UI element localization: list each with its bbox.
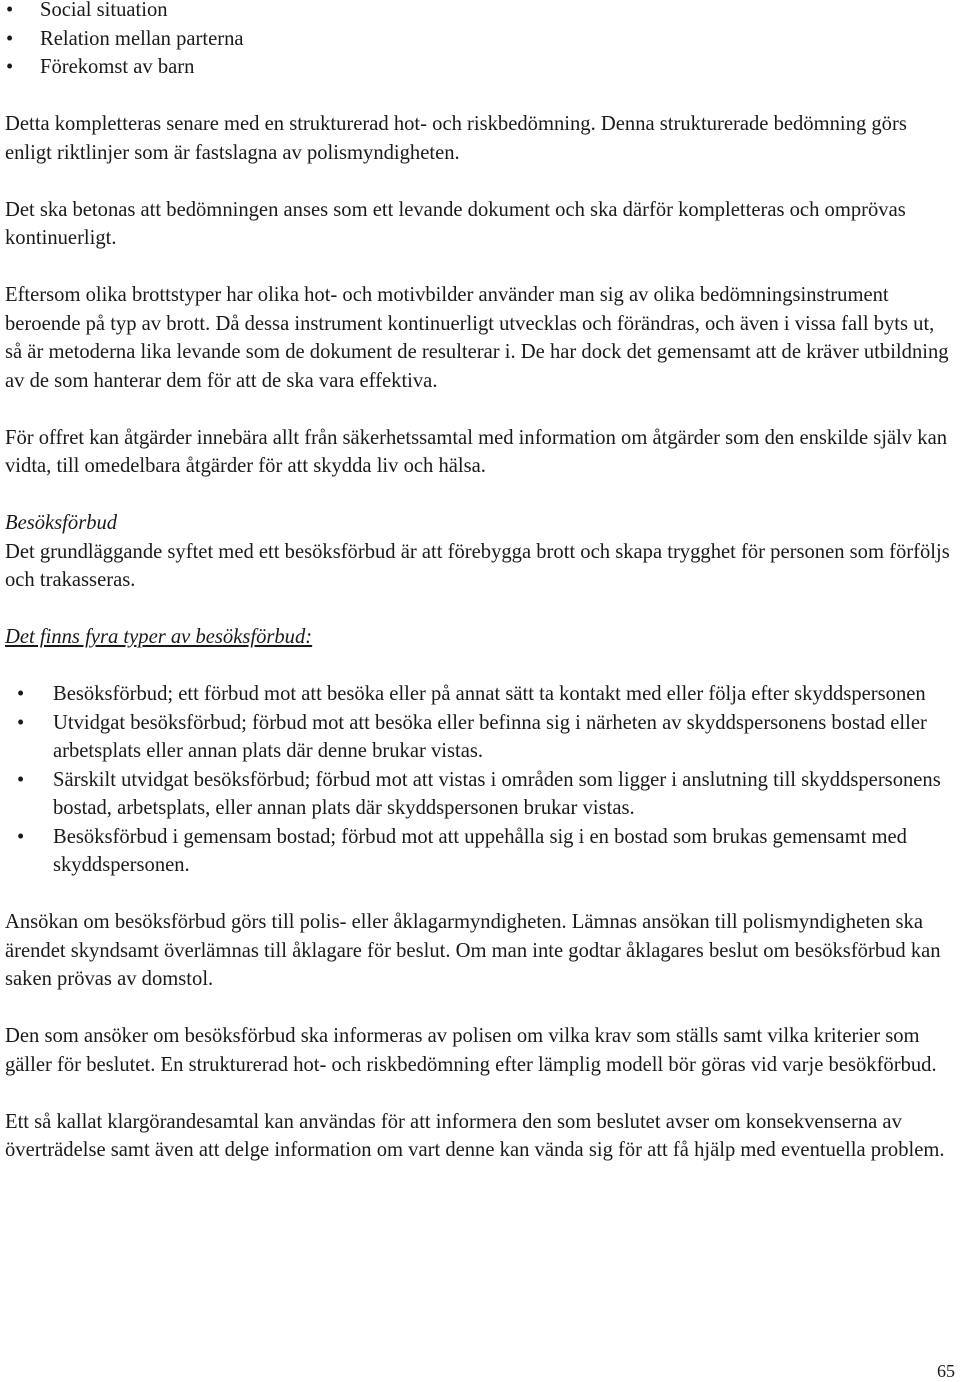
list-item [5, 823, 955, 880]
paragraph: Den som ansöker om besöksförbud ska informeras av polisen om vilka krav som ställs samt vilka kriterier som gäller för beslutet. En strukturerad hot- och riskbedömning efter lämplig modell bör göras vid varje besökförbud. [5, 1025, 937, 1076]
bullet-icon: • [6, 0, 14, 21]
paragraph: Eftersom olika brottstyper har olika hot- och motivbilder använder man sig av olika bedömningsinstrument beroende på typ av brott. Då dessa instrument kontinuerligt utvecklas och förändras, och även i vissa fall byts ut, så är metoderna lika levande som de dokument de resulterar i. De har dock det gemensamt att de kräver utbildning av de som hanterar dem för att de ska vara effektiva. [5, 284, 949, 392]
list-item-text: Besöksförbud i gemensam bostad; förbud mot att uppehålla sig i en bostad som brukas gemensamt med skyddspersonen. [53, 825, 907, 876]
paragraph: Detta kompletteras senare med en strukturerad hot- och riskbedömning. Denna strukturerade bedömning görs enligt riktlinjer som är fastslagna av polismyndigheten. [5, 113, 907, 164]
bullet-icon: • [6, 56, 14, 78]
list-item-text: Besöksförbud; ett förbud mot att besöka eller på annat sätt ta kontakt med eller följa efter skyddspersonen [53, 683, 926, 705]
list-item [5, 680, 955, 709]
list-item [5, 0, 955, 25]
list-item [5, 709, 955, 766]
list-item-text: Utvidgat besöksförbud; förbud mot att besöka eller befinna sig i närheten av skyddspersonens bostad eller arbetsplats eller annan plats där denne brukar vistas. [53, 711, 927, 762]
paragraph: Det ska betonas att bedömningen anses som ett levande dokument och ska därför kompletteras och omprövas kontinuerligt. [5, 198, 906, 249]
bullet-icon: • [17, 768, 25, 791]
list-item [5, 25, 955, 54]
bullet-icon: • [17, 711, 25, 734]
list-item-text: Relation mellan parterna [40, 27, 244, 50]
list-item-text: Social situation [40, 0, 168, 21]
section-intro: Det grundläggande syftet med ett besöksförbud är att förebygga brott och skapa trygghet för personen som förföljs och trakasseras. [5, 540, 950, 591]
page-number: 65 [937, 1361, 955, 1381]
section-heading: Besöksförbud [5, 512, 118, 534]
paragraph: Ansökan om besöksförbud görs till polis- eller åklagarmyndigheten. Lämnas ansökan till polismyndigheten ska ärendet skyndsamt överlämnas till åklagare för beslut. Om man inte godtar åklagares beslut om besöksförbud kan saken prövas av domstol. [5, 911, 941, 990]
bullet-icon: • [17, 683, 25, 705]
list-item-text: Förekomst av barn [40, 56, 195, 78]
list-item [5, 766, 955, 823]
bullet-icon: • [6, 27, 14, 50]
paragraph: Ett så kallat klargörandesamtal kan användas för att informera den som beslutet avser om konsekvenserna av överträdelse samt även att delge information om vart denne kan vända sig för att få hjälp med eventuella problem. [5, 1110, 945, 1161]
document-page [5, 0, 955, 1193]
types-bullet-list [5, 680, 955, 880]
top-bullet-list [5, 0, 955, 82]
bullet-icon: • [17, 825, 25, 848]
list-item [5, 53, 955, 82]
list-item-text: Särskilt utvidgat besöksförbud; förbud mot att vistas i områden som ligger i anslutning till skyddspersonens bostad, arbetsplats, eller annan plats där skyddspersonen brukar vistas. [53, 768, 941, 819]
paragraph: För offret kan åtgärder innebära allt från säkerhetssamtal med information om åtgärder som den enskilde själv kan vidta, till omedelbara åtgärder för att skydda liv och hälsa. [5, 426, 948, 477]
types-heading: Det finns fyra typer av besöksförbud: [5, 626, 313, 648]
